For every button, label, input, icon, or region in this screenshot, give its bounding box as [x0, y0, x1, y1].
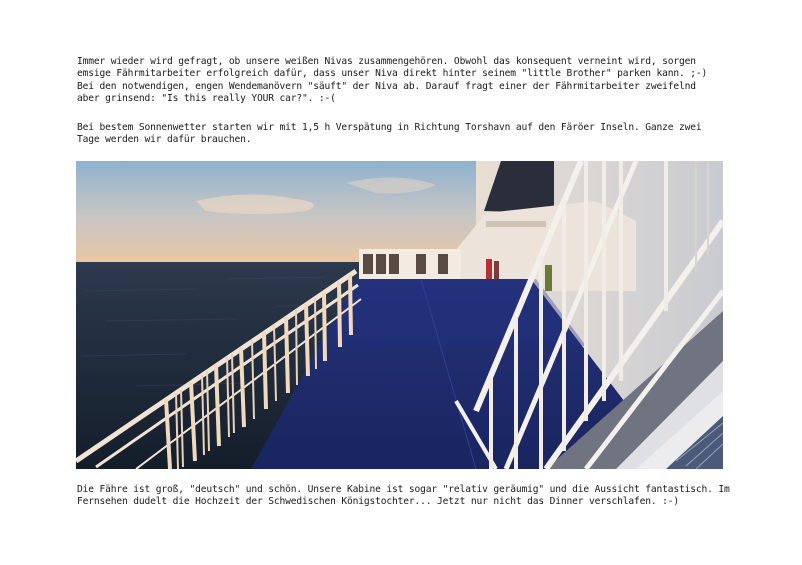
text-line: Bei den notwendigen, engen Wendemanövern "säuft" der Niva ab. Darauf fragt einer der Fährmitarbeiter zweifelnd: [77, 80, 696, 92]
person: [486, 259, 492, 281]
text-line: Bei bestem Sonnenwetter starten wir mit 1,5 h Verspätung in Richtung Torshavn auf den Färöer Inseln. Ganze zwei: [77, 122, 702, 133]
text-line: Immer wieder wird gefragt, ob unsere weißen Nivas zusammengehören. Obwohl das konsequent verneint wird, sorgen: [77, 56, 696, 67]
text-line: Tage werden wir dafür brauchen.: [77, 134, 252, 146]
text-line: Die Fähre ist groß, "deutsch" und schön. Unsere Kabine ist sogar "relativ geräumig" und die Aussicht fantastisch. Im: [77, 484, 730, 495]
paragraph-departure: [77, 122, 729, 147]
person: [494, 261, 499, 281]
person: [545, 265, 552, 291]
text-line: emsige Fährmitarbeiter erfolgreich dafür, dass unser Niva direkt hinter seinem "little Brother" parken kann. ;-): [77, 68, 708, 80]
paragraph-ferry-parking: [77, 56, 729, 106]
text-line: Fernsehen dudelt die Hochzeit der Schwedischen Königstochter... Jetzt nur nicht das Dinner verschlafen. :-): [77, 496, 679, 508]
text-line: aber grinsend: "Is this really YOUR car?". :-(: [77, 93, 336, 105]
ferry-deck-photo: [76, 161, 723, 469]
paragraph-ferry-description: [77, 484, 729, 509]
